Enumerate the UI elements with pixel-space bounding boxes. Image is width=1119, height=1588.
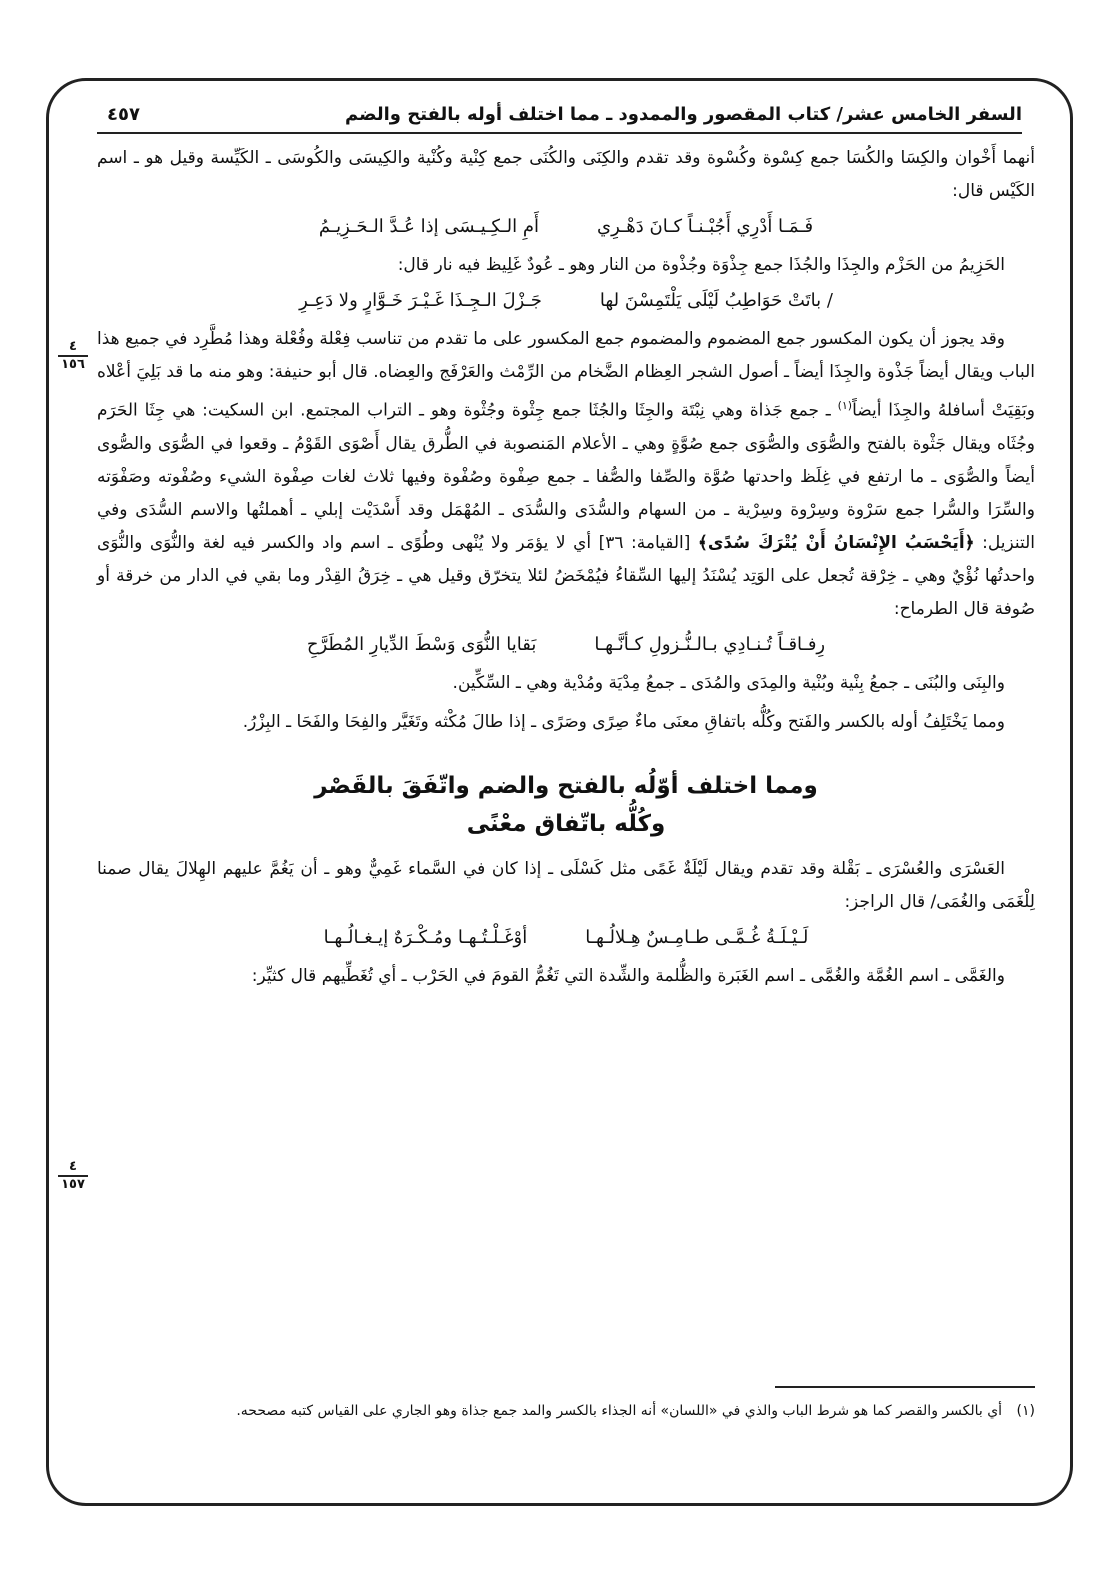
verse-first-hemistich: فَـمَـا أَدْرِي أَجُبْـنـاً كـانَ دَهْـرِي xyxy=(597,216,814,237)
margin-reference-volume: ٤ xyxy=(58,1160,88,1177)
footnote-number: (١) xyxy=(1016,1403,1035,1419)
verse-first-hemistich: رِفـاقـاً تُـنـادِي بـالـنُّـزولِ كـأنَّـهـا xyxy=(594,633,826,655)
footnote-text: أي بالكسر والقصر كما هو شرط الباب والذي في «اللسان» أنه الجذاء بالكسر والمد جمع جذاة وهو الجاري على القياس كتبه مصححه. xyxy=(236,1403,1003,1419)
footnote xyxy=(97,1396,1035,1426)
footnote-divider xyxy=(775,1386,1035,1388)
verse-first-hemistich: / باتَتْ حَوَاطِبُ لَيْلَى يَلْتَمِسْنَ لها xyxy=(599,290,833,311)
paragraph: والغَمَّى ـ اسم الغُمَّة والغُمَّى ـ اسم الغَبَرة والظُّلمة والشِّدة التي تَغُمُّ القومَ في الحَرْب ـ أي تُغَطِّيهم قال كثيِّر: xyxy=(251,965,1005,986)
quran-quote: ﴿أَيَحْسَبُ الإِنْسَانُ أَنْ يُتْرَكَ سُدًى﴾ xyxy=(697,532,975,553)
page-number: ٤٥٧ xyxy=(107,103,140,125)
verse-line xyxy=(97,284,1035,317)
paragraph: العَسْرَى والعُسْرَى ـ بَقْلة وقد تقدم ويقال لَيْلَةٌ غَمًى مثل كَسْلَى ـ إذا كان في السَّماء غَمِيٌّ وهو ـ أن يَغُمَّ عليهم الهِلالَ يقال صمنا لِلْغَمَى والغُمَى/ قال الراجز: xyxy=(97,858,1035,912)
main-text xyxy=(97,142,1035,993)
margin-reference-page: ١٥٦ xyxy=(61,357,85,372)
paragraph-text: وقد يجوز أن يكون المكسور جمع المضموم والمضموم جمع المكسور على ما تقدم من تناسب فِعْلة وفُعْلة وهذا مُطَّرِد في جميع هذا الباب ويقال أيضاً جَذْوة والجِذَا أيضاً ـ أصول الشجر العِظام الضَّخام من الرِّمْث والعَرْفَج والعِضاه. قال أبو حنيفة: وهو منه ما قد بَلِيَ أعْلاه وبَقِيَتْ أسافلهُ والجِذَا أيضاً xyxy=(97,329,1036,421)
verse-second-hemistich: أَمِ الـكِـيـسَى إذا عُـدَّ الـحَـزِيـمُ xyxy=(318,216,539,237)
verse-second-hemistich: بَقايا النُّوَى وَسْطَ الدِّيارِ المُطَرَّحِ xyxy=(306,633,537,655)
margin-reference-2 xyxy=(58,1160,88,1192)
verse-line xyxy=(97,921,1035,954)
paragraph xyxy=(97,323,1035,626)
margin-reference-page: ١٥٧ xyxy=(61,1177,85,1192)
paragraph: والبِنَى والبُنَى ـ جمعُ بِنْية وبُنْية والمِدَى والمُدَى ـ جمعُ مِدْيَة ومُدْية وهي ـ السِّكِّين. xyxy=(452,672,1005,693)
section-heading-line: ومما اختلف أوّلُه بالفتح والضم واتّفَقَ بالقَصْر xyxy=(314,772,818,799)
paragraph: أنهما أَخْوان والكِسَا والكُسَا جمع كِسْوة وكُسْوة وقد تقدم والكِنَى والكُنَى جمع كِنْية وكُنْية والكِيسَى والكُوسَى ـ الكَيِّسة وقيل هو ـ اسم الكَيْس قال: xyxy=(97,148,1035,201)
verse-second-hemistich: جَـزْلَ الـجِـذَا غَـيْـرَ خَـوَّارٍ ولا دَعِـرِ xyxy=(299,290,542,311)
footnote-reference: (١) xyxy=(837,399,853,412)
margin-reference-1 xyxy=(58,340,88,372)
paragraph-text: ـ جمع جَذاة وهي نِبْتَة والجِثَا والجُثَا جمع جِثْوة وجُثْوة وهو ـ التراب المجتمع. ابن السكيت: هي جِثَا الحَرَم وجُثَاه ويقال جَثْوة بالفتح والصُّوَى والصُّوَى جمع صُوَّةٍ وهي ـ الأعلام المَنصوبة في الطُّرق يقال أَصْوَى القَوْمُ ـ وقعوا في الصُّوَى والصُّوى أيضاً والصُّوَى ـ ما ارتفع في غِلَظ واحدتها صُوَّة والصِّفا والصُّفا ـ جمع صِفْوة وصُفْوة وفيها ثلاث لغات صِفْوة الشيء وصُفْوته وصَفْوَته والسِّرَا والسُّرا جمع سَرْوة وسِرْوة وسِرْية ـ من السهام والسُّدَى والسُّدَى ـ المُهْمَل وقد أَسْدَيْت إبلي ـ أهملتُها والاسم السُّدَى وفي التنزيل: xyxy=(97,400,1035,553)
verse-first-hemistich: لَـيْـلَـةُ غُـمَّـى طـامِـسٌ هِـلالُـهـا xyxy=(585,926,809,948)
paragraph: الحَزِيمُ من الحَزْم والجِذَا والجُذَا جمع جِذْوَة وجُذْوة من النار وهو ـ عُودٌ غَلِيظ فيه نار قال: xyxy=(397,255,1005,275)
paragraph-text: [القيامة: ٣٦] أي لا يؤمَر ولا يُنْهى وطُوًى ـ اسم واد والكسر فيه لغة والنُّوَى والنُّوَى واحدتُها نُؤْيٌ وهي ـ خِرْقة تُجعل على الوَتِد يُسْنَدُ إليها السِّقاءُ فيُمْخَضُ لئلا يتخرّق وقيل هي ـ خِرَقُ القِدْر وما بقي في الدار من خرقة أو صُوفة قال الطرماح: xyxy=(97,532,1035,619)
section-heading-line: وكُلُّه باتّفاق معْنًى xyxy=(466,810,666,837)
verse-line xyxy=(97,210,1035,243)
section-heading xyxy=(97,767,1035,843)
paragraph: ومما يَخْتَلِفُ أوله بالكسر والفَتح وكُلُّه باتفاقِ معنَى ماءٌ صِرًى وصَرًى ـ إذا طالَ مُكْثه وتَغَيَّر والفِحَا والفَحَا ـ البِزْرُ. xyxy=(242,711,1005,732)
running-header xyxy=(97,96,1022,134)
verse-second-hemistich: أوْغَـلْـتُـهـا ومُـكْـرَهٌ إيـغـالُـهـا xyxy=(323,926,528,948)
margin-reference-volume: ٤ xyxy=(58,340,88,357)
verse-line xyxy=(97,628,1035,661)
running-title: السفر الخامس عشر/ كتاب المقصور والممدود ـ مما اختلف أوله بالفتح والضم xyxy=(345,103,1022,125)
